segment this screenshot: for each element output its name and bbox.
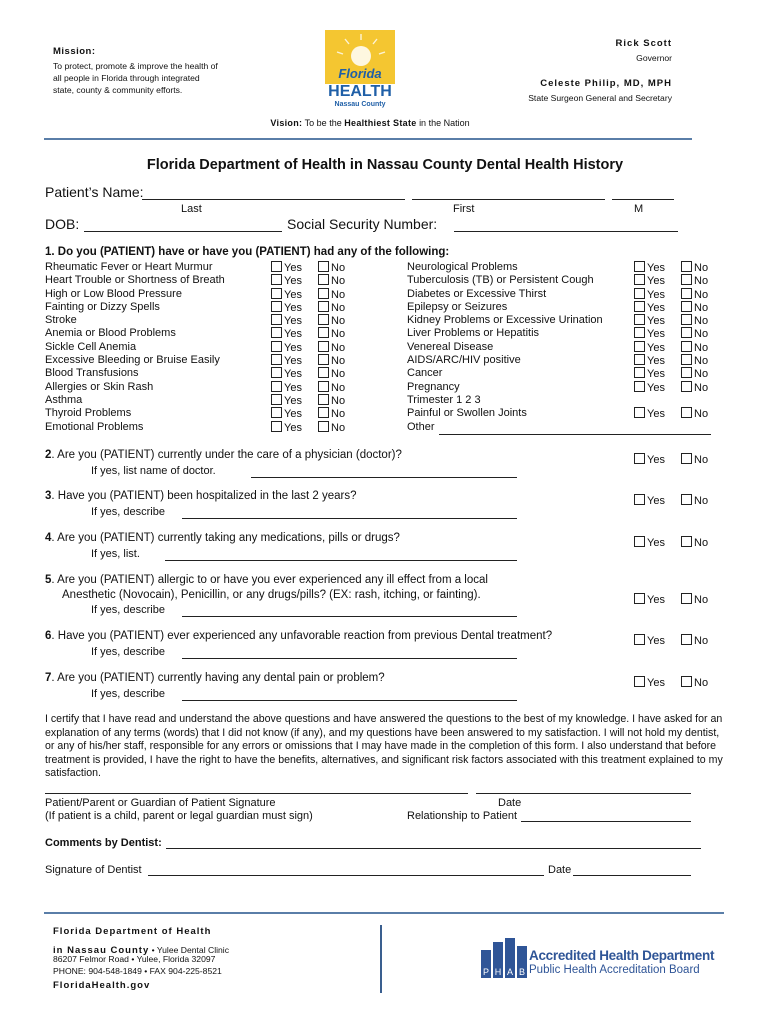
no-checkbox[interactable] xyxy=(318,327,329,338)
dentist-signature-field[interactable] xyxy=(148,875,544,876)
last-sub-label: Last xyxy=(181,203,202,215)
governor-title: Governor xyxy=(636,53,672,63)
question-7 xyxy=(45,672,385,684)
question-text: . Are you (PATIENT) currently having any dental pain or problem? xyxy=(51,672,385,684)
signature-note: (If patient is a child, parent or legal guardian must sign) xyxy=(45,810,313,822)
no-label: No xyxy=(694,408,709,421)
question-yes-no xyxy=(634,533,709,549)
logo-health-text: HEALTH xyxy=(328,83,392,100)
no-label: No xyxy=(694,301,709,314)
no-label: No xyxy=(331,381,346,394)
certification-text: I certify that I have read and understand the above questions and have answered the questions to the best of my knowledge. I have asked for an explanation of any terms (words) that I did not know (if any), and my questions have been answered to my satisfaction. I will not hold my dentist, or any of his/her staff, responsible for any errors or omissions that I may have made in the completion of this form. I also understand that before treatment is provided, I have the right to have the benefits, alternatives, and significant risk factors associated with this treatment explained to my satisfaction. xyxy=(45,713,723,780)
phab-letter-b: B xyxy=(518,967,526,977)
yes-label: Yes xyxy=(647,594,665,606)
no-checkbox[interactable] xyxy=(681,327,692,338)
yes-label: Yes xyxy=(284,355,302,368)
yes-label: Yes xyxy=(284,301,302,314)
yes-checkbox[interactable] xyxy=(634,676,645,687)
yes-checkbox[interactable] xyxy=(271,274,282,285)
signature-label: Patient/Parent or Guardian of Patient Signature xyxy=(45,797,276,809)
no-checkbox[interactable] xyxy=(318,421,329,432)
yes-checkbox[interactable] xyxy=(271,261,282,272)
vision-post: in the Nation xyxy=(419,118,470,128)
condition-left-item: Asthma xyxy=(45,393,83,406)
no-label: No xyxy=(694,594,709,606)
no-checkbox[interactable] xyxy=(681,354,692,365)
yes-checkbox[interactable] xyxy=(634,261,645,272)
condition-left-item: High or Low Blood Pressure xyxy=(45,287,182,300)
no-checkbox[interactable] xyxy=(681,261,692,272)
no-label: No xyxy=(694,635,709,647)
phab-logo xyxy=(481,938,527,978)
condition-right-item: Diabetes or Excessive Thirst xyxy=(407,287,547,300)
yes-label: Yes xyxy=(284,421,302,434)
no-checkbox[interactable] xyxy=(318,274,329,285)
dentist-signature-label: Signature of Dentist xyxy=(45,864,142,876)
no-label: No xyxy=(694,288,709,301)
condition-right-item: Trimester 1 2 3 xyxy=(407,393,481,406)
no-label: No xyxy=(694,355,709,368)
form-title: Florida Department of Health in Nassau County Dental Health History xyxy=(146,157,624,173)
vision-label: Vision: xyxy=(270,118,303,128)
yes-label: Yes xyxy=(284,408,302,421)
first-sub-label: First xyxy=(453,203,475,215)
question-text: . Have you (PATIENT) been hospitalized in the last 2 years? xyxy=(51,490,357,502)
relationship-field[interactable] xyxy=(521,821,691,822)
phab-letter-p: P xyxy=(482,967,490,977)
condition-left-item: Rheumatic Fever or Heart Murmur xyxy=(45,261,213,273)
question-text: . Are you (PATIENT) allergic to or have you ever experienced any ill effect from a local xyxy=(51,574,488,586)
no-checkbox[interactable] xyxy=(318,288,329,299)
no-checkbox[interactable] xyxy=(318,394,329,405)
condition-left-item: Blood Transfusions xyxy=(45,367,139,380)
no-checkbox[interactable] xyxy=(318,261,329,272)
no-checkbox[interactable] xyxy=(318,314,329,325)
yes-label: Yes xyxy=(284,262,302,274)
no-label: No xyxy=(331,328,346,341)
footer-org-county: in Nassau County xyxy=(53,945,150,956)
no-checkbox[interactable] xyxy=(318,354,329,365)
condition-right-item: Painful or Swollen Joints xyxy=(407,407,527,420)
surgeon-general-title: State Surgeon General and Secretary xyxy=(528,93,672,103)
ssn-field[interactable] xyxy=(454,231,678,232)
yes-label: Yes xyxy=(284,328,302,341)
question-3 xyxy=(45,490,357,502)
footer-divider xyxy=(44,912,724,914)
yes-checkbox[interactable] xyxy=(271,301,282,312)
yes-label: Yes xyxy=(284,394,302,407)
date-label: Date xyxy=(498,797,522,809)
dentist-date-field[interactable] xyxy=(573,875,691,876)
yes-label: Yes xyxy=(647,315,665,328)
condition-right-item: Other xyxy=(407,420,435,433)
no-label: No xyxy=(694,454,709,466)
yes-checkbox[interactable] xyxy=(634,327,645,338)
question-1: 1. Do you (PATIENT) have or have you (PATIENT) had any of the following: xyxy=(45,246,450,258)
question-followup-field[interactable] xyxy=(182,700,517,701)
yes-label: Yes xyxy=(647,381,665,394)
no-checkbox[interactable] xyxy=(681,407,692,418)
condition-left-item: Allergies or Skin Rash xyxy=(45,380,154,393)
middle-initial-field[interactable] xyxy=(612,199,674,200)
no-label: No xyxy=(331,421,346,434)
yes-checkbox[interactable] xyxy=(634,634,645,645)
question-followup-field[interactable] xyxy=(182,518,517,519)
no-label: No xyxy=(694,262,709,274)
question-followup-field[interactable] xyxy=(251,477,517,478)
question-text: . Are you (PATIENT) currently taking any medications, pills or drugs? xyxy=(51,532,400,544)
question-followup-field[interactable] xyxy=(165,560,517,561)
florida-health-logo xyxy=(321,30,397,108)
logo-county-text: Nassau County xyxy=(334,101,386,108)
yes-label: Yes xyxy=(284,341,302,354)
no-checkbox[interactable] xyxy=(318,381,329,392)
question-followup-label: If yes, list. xyxy=(91,548,140,560)
condition-right-item: Neurological Problems xyxy=(407,261,518,273)
question-text: . Have you (PATIENT) ever experienced any unfavorable reaction from previous Dental treatment? xyxy=(51,630,553,642)
date-field[interactable] xyxy=(476,793,691,794)
yes-label: Yes xyxy=(647,408,665,421)
yes-checkbox[interactable] xyxy=(271,407,282,418)
last-name-field[interactable] xyxy=(142,199,405,200)
no-label: No xyxy=(331,368,346,381)
logo-florida-text: Florida xyxy=(338,66,382,81)
comments-field[interactable] xyxy=(166,848,701,849)
dentist-date-label: Date xyxy=(548,864,572,876)
no-label: No xyxy=(694,368,709,381)
yes-label: Yes xyxy=(284,315,302,328)
question-followup-label: If yes, list name of doctor. xyxy=(91,465,216,477)
relationship-label: Relationship to Patient xyxy=(407,810,518,822)
condition-right-item: AIDS/ARC/HIV positive xyxy=(407,354,521,367)
no-checkbox[interactable] xyxy=(318,341,329,352)
first-name-field[interactable] xyxy=(412,199,605,200)
mission-text: To protect, promote & improve the health of all people in Florida through integrated state, county & community efforts. xyxy=(53,61,218,95)
yes-checkbox[interactable] xyxy=(271,341,282,352)
phab-letter-h: H xyxy=(494,967,502,977)
yes-checkbox[interactable] xyxy=(634,494,645,505)
condition-right-item: Liver Problems or Hepatitis xyxy=(407,327,540,340)
no-checkbox[interactable] xyxy=(681,494,692,505)
yes-checkbox[interactable] xyxy=(634,367,645,378)
yes-checkbox[interactable] xyxy=(634,453,645,464)
yes-checkbox[interactable] xyxy=(634,593,645,604)
yes-checkbox[interactable] xyxy=(634,354,645,365)
no-label: No xyxy=(694,381,709,394)
yes-label: Yes xyxy=(647,328,665,341)
no-checkbox[interactable] xyxy=(681,453,692,464)
accreditation-title: Accredited Health Department xyxy=(529,948,715,963)
question-followup-field[interactable] xyxy=(182,616,517,617)
no-label: No xyxy=(331,341,346,354)
conditions-right xyxy=(407,261,603,434)
question-followup-label: If yes, describe xyxy=(91,646,165,658)
condition-left-item: Thyroid Problems xyxy=(45,407,132,420)
yes-label: Yes xyxy=(284,275,302,288)
yes-label: Yes xyxy=(284,381,302,394)
footer-clinic: • Yulee Dental Clinic xyxy=(149,945,230,955)
condition-right-item: Tuberculosis (TB) or Persistent Cough xyxy=(407,274,594,287)
question-yes-no xyxy=(634,631,709,647)
question-number: 4 xyxy=(45,532,52,544)
yes-label: Yes xyxy=(284,288,302,301)
dob-label: DOB: xyxy=(45,216,80,232)
no-checkbox[interactable] xyxy=(681,634,692,645)
question-yes-no xyxy=(634,491,709,507)
condition-right-item: Cancer xyxy=(407,367,443,380)
question-number: 2 xyxy=(45,449,52,461)
dob-field[interactable] xyxy=(84,231,282,232)
yes-checkbox[interactable] xyxy=(634,288,645,299)
condition-right-item: Venereal Disease xyxy=(407,340,494,353)
no-label: No xyxy=(694,315,709,328)
yes-label: Yes xyxy=(647,635,665,647)
yes-label: Yes xyxy=(647,355,665,368)
footer-vertical-divider xyxy=(380,925,382,993)
no-checkbox[interactable] xyxy=(681,341,692,352)
yes-checkbox[interactable] xyxy=(271,381,282,392)
governor-name: Rick Scott xyxy=(615,38,672,49)
yes-checkbox[interactable] xyxy=(634,314,645,325)
yes-checkbox[interactable] xyxy=(634,407,645,418)
no-checkbox[interactable] xyxy=(681,381,692,392)
conditions-left-checkboxes xyxy=(271,261,345,434)
question-number: 3 xyxy=(45,490,52,502)
header-divider xyxy=(44,138,692,140)
patient-name-label: Patient’s Name: xyxy=(45,184,144,200)
yes-checkbox[interactable] xyxy=(634,381,645,392)
yes-checkbox[interactable] xyxy=(271,314,282,325)
yes-label: Yes xyxy=(647,495,665,507)
no-checkbox[interactable] xyxy=(681,301,692,312)
condition-left-item: Stroke xyxy=(45,314,77,327)
conditions-right-checkboxes xyxy=(634,261,708,434)
no-label: No xyxy=(694,341,709,354)
phab-letter-a: A xyxy=(506,967,514,977)
patient-signature-field[interactable] xyxy=(45,793,468,794)
yes-checkbox[interactable] xyxy=(634,536,645,547)
condition-left-item: Anemia or Blood Problems xyxy=(45,327,176,340)
no-label: No xyxy=(331,315,346,328)
yes-label: Yes xyxy=(647,275,665,288)
condition-left-item: Sickle Cell Anemia xyxy=(45,340,137,353)
footer-org-name: Florida Department of Health xyxy=(53,926,212,937)
no-label: No xyxy=(331,408,346,421)
question-yes-no xyxy=(634,450,709,466)
no-label: No xyxy=(331,288,346,301)
no-checkbox[interactable] xyxy=(318,301,329,312)
no-checkbox[interactable] xyxy=(681,274,692,285)
vision-pre: To be the xyxy=(304,118,342,128)
question-text: . Are you (PATIENT) currently under the care of a physician (doctor)? xyxy=(51,449,402,461)
conditions-left xyxy=(45,261,225,434)
no-checkbox[interactable] xyxy=(681,536,692,547)
footer-phone: PHONE: 904-548-1849 • FAX 904-225-8521 xyxy=(53,966,222,976)
other-condition-field[interactable] xyxy=(439,434,711,435)
yes-label: Yes xyxy=(647,301,665,314)
yes-label: Yes xyxy=(647,288,665,301)
condition-right-item: Kidney Problems or Excessive Urination xyxy=(407,314,603,327)
yes-label: Yes xyxy=(647,368,665,381)
footer-address: 86207 Felmor Road • Yulee, Florida 32097 xyxy=(53,954,216,964)
question-number: 5 xyxy=(45,574,52,586)
no-checkbox[interactable] xyxy=(681,367,692,378)
condition-left-item: Emotional Problems xyxy=(45,420,144,433)
no-checkbox[interactable] xyxy=(681,314,692,325)
no-label: No xyxy=(331,301,346,314)
yes-label: Yes xyxy=(647,537,665,549)
yes-label: Yes xyxy=(647,677,665,689)
surgeon-general-name: Celeste Philip, MD, MPH xyxy=(540,78,672,89)
condition-right-item: Epilepsy or Seizures xyxy=(407,300,508,313)
no-checkbox[interactable] xyxy=(681,676,692,687)
mission-label: Mission: xyxy=(53,46,96,57)
comments-label: Comments by Dentist: xyxy=(45,837,162,849)
no-checkbox[interactable] xyxy=(318,407,329,418)
yes-label: Yes xyxy=(647,454,665,466)
yes-checkbox[interactable] xyxy=(271,421,282,432)
no-label: No xyxy=(694,677,709,689)
yes-checkbox[interactable] xyxy=(271,327,282,338)
no-label: No xyxy=(331,262,346,274)
question-4 xyxy=(45,532,400,544)
no-checkbox[interactable] xyxy=(318,367,329,378)
no-label: No xyxy=(331,355,346,368)
yes-checkbox[interactable] xyxy=(271,288,282,299)
no-checkbox[interactable] xyxy=(681,288,692,299)
no-label: No xyxy=(331,275,346,288)
vision-statement xyxy=(0,118,740,128)
question-5 xyxy=(45,574,488,586)
condition-left-item: Heart Trouble or Shortness of Breath xyxy=(45,274,225,287)
yes-checkbox[interactable] xyxy=(271,367,282,378)
question-number: 7 xyxy=(45,672,52,684)
yes-checkbox[interactable] xyxy=(271,394,282,405)
condition-left-item: Fainting or Dizzy Spells xyxy=(45,300,160,313)
question-followup-label: If yes, describe xyxy=(91,506,165,518)
yes-checkbox[interactable] xyxy=(271,354,282,365)
condition-left-item: Excessive Bleeding or Bruise Easily xyxy=(45,354,220,367)
middle-sub-label: M xyxy=(634,203,644,215)
no-label: No xyxy=(694,275,709,288)
question-6 xyxy=(45,630,552,642)
no-label: No xyxy=(694,495,709,507)
no-label: No xyxy=(694,537,709,549)
question-number: 6 xyxy=(45,630,52,642)
yes-label: Yes xyxy=(647,341,665,354)
question-2 xyxy=(45,449,402,461)
question-yes-no xyxy=(634,590,709,606)
footer-website[interactable]: FloridaHealth.gov xyxy=(53,980,151,991)
condition-right-item: Pregnancy xyxy=(407,380,460,393)
yes-checkbox[interactable] xyxy=(634,341,645,352)
no-label: No xyxy=(331,394,346,407)
question-followup-label: If yes, describe xyxy=(91,688,165,700)
yes-checkbox[interactable] xyxy=(634,301,645,312)
no-label: No xyxy=(694,328,709,341)
accreditation-subtitle: Public Health Accreditation Board xyxy=(529,964,700,976)
question-text-continued: Anesthetic (Novocain), Penicillin, or any drugs/pills? (EX: rash, itching, or fainting). xyxy=(62,589,481,601)
question-followup-field[interactable] xyxy=(182,658,517,659)
yes-label: Yes xyxy=(284,368,302,381)
question-yes-no xyxy=(634,673,709,689)
no-checkbox[interactable] xyxy=(681,593,692,604)
yes-label: Yes xyxy=(647,262,665,274)
ssn-label: Social Security Number: xyxy=(287,216,438,232)
yes-checkbox[interactable] xyxy=(634,274,645,285)
question-followup-label: If yes, describe xyxy=(91,604,165,616)
vision-bold: Healthiest State xyxy=(344,118,417,128)
